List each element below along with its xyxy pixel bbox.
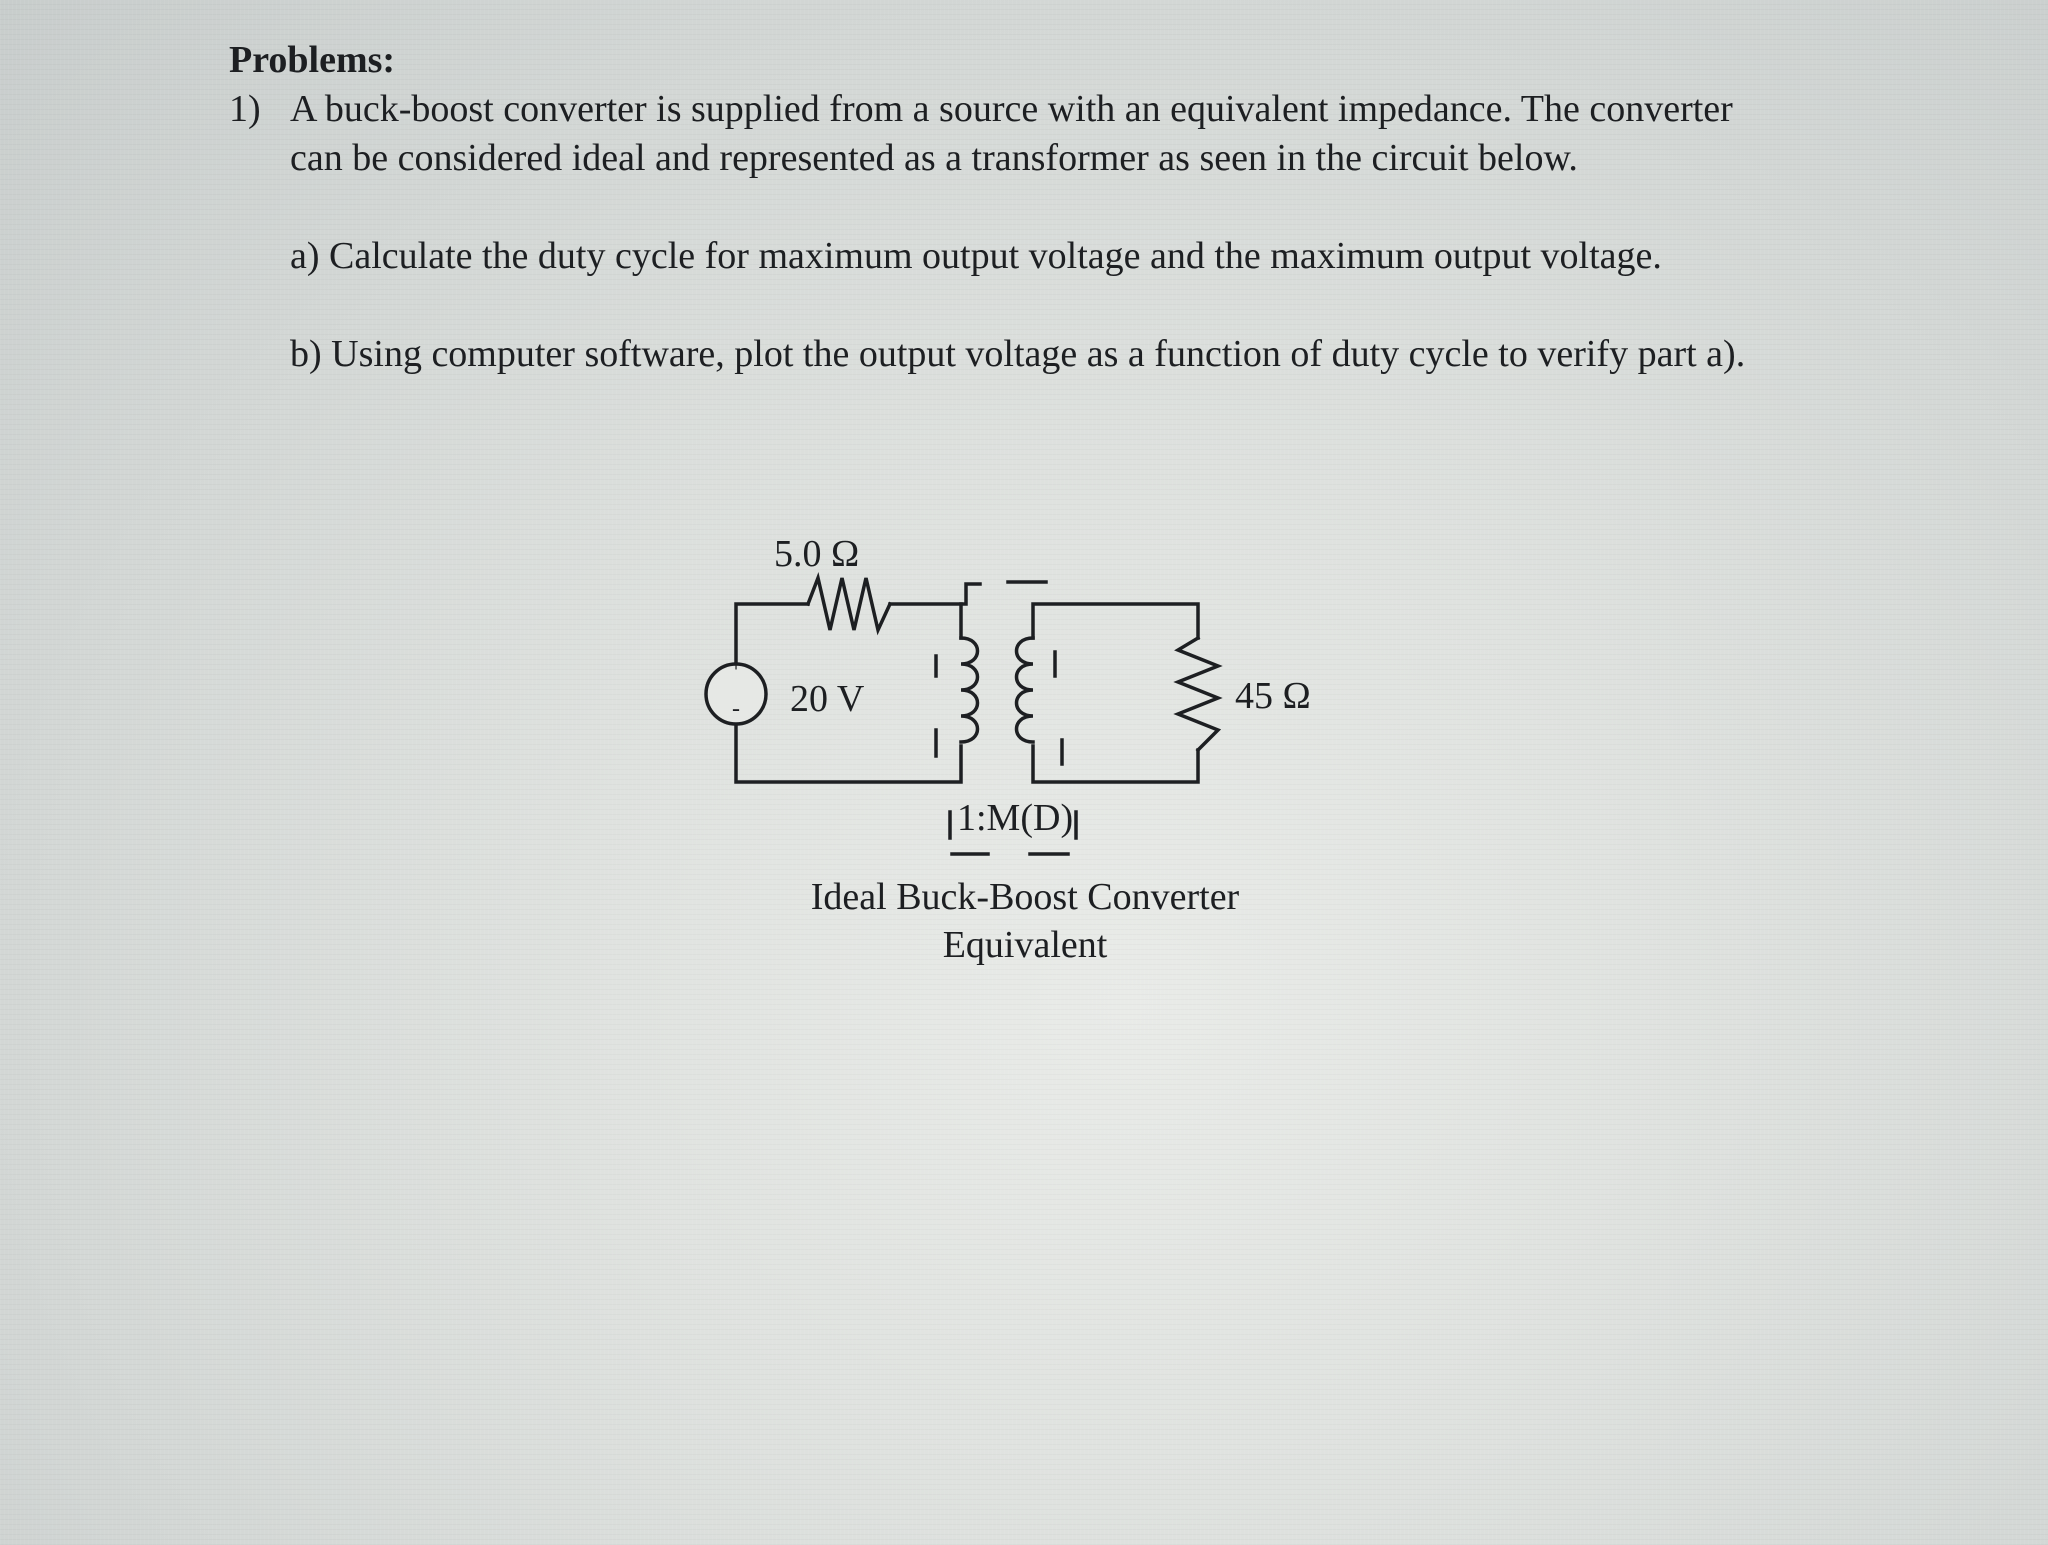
source-voltage-label: 20 V: [790, 678, 865, 720]
wire-left-bottom: [736, 720, 961, 782]
wire-secondary-top: [1033, 604, 1198, 638]
wire-left-top: [736, 604, 808, 668]
caption-line-2: Equivalent: [942, 924, 1108, 966]
problem-number: 1): [229, 88, 261, 130]
problem-statement: A buck-boost converter is supplied from a source with an equivalent impedance. The converter can be considered ideal and represented as a transformer as seen in the circuit below.: [290, 88, 1733, 179]
problem-part-a: a) Calculate the duty cycle for maximum output voltage and the maximum output voltage.: [290, 235, 1662, 277]
turns-ratio-label: 1:M(D): [957, 797, 1074, 839]
wire-resistor-to-primary: [890, 584, 980, 604]
source-resistance-label: 5.0 Ω: [774, 533, 860, 575]
load-resistor: [1178, 638, 1218, 750]
buck-boost-circuit-diagram: [690, 520, 1330, 860]
secondary-winding: [1017, 638, 1034, 742]
caption-line-1: Ideal Buck-Boost Converter: [810, 876, 1240, 918]
figure-caption: [720, 873, 1330, 969]
source-plus-sign: +: [729, 652, 743, 678]
problem-part-b: b) Using computer software, plot the output voltage as a function of duty cycle to verify part a).: [290, 333, 1746, 375]
source-resistor: [808, 578, 890, 630]
load-resistance-label: 45 Ω: [1235, 675, 1311, 717]
problems-heading: Problems:: [229, 39, 396, 81]
wire-secondary-bottom: [1033, 746, 1198, 782]
source-minus-sign: -: [732, 696, 740, 722]
primary-winding: [961, 638, 978, 742]
